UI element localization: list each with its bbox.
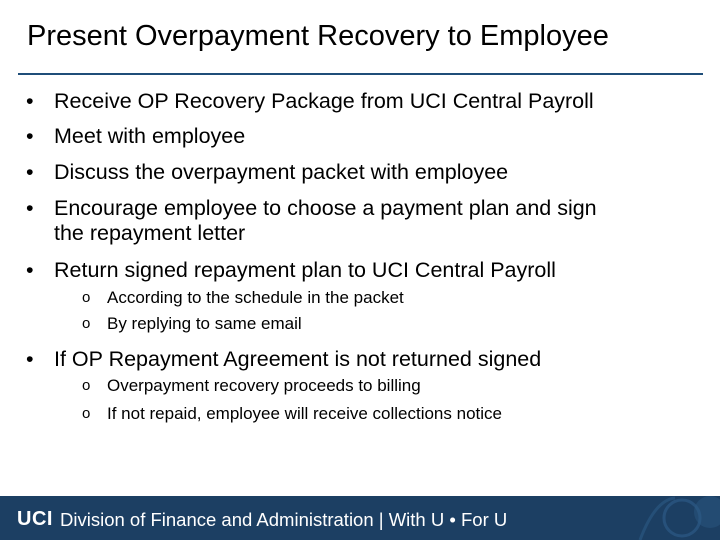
sub-bullet-text: If not repaid, employee will receive collections notice xyxy=(107,404,502,423)
bullet-glyph: • xyxy=(26,89,34,113)
sub-bullet-glyph: o xyxy=(82,315,91,332)
bullet-text: Receive OP Recovery Package from UCI Central Payroll xyxy=(54,89,594,113)
footer-text: Division of Finance and Administration | With U • For U xyxy=(60,509,508,530)
bullet-glyph: • xyxy=(26,258,34,282)
sub-bullet-glyph: o xyxy=(82,405,91,422)
bullet-text: Meet with employee xyxy=(54,124,246,148)
bullet-text: Return signed repayment plan to UCI Central Payroll xyxy=(54,258,556,282)
sub-bullet-text: According to the schedule in the packet xyxy=(107,288,404,307)
bullet-glyph: • xyxy=(26,124,34,148)
bullet-text: the repayment letter xyxy=(54,221,246,245)
bullet-text: Discuss the overpayment packet with employee xyxy=(54,160,509,184)
uci-logo: UCI xyxy=(17,508,53,530)
bullet-glyph: • xyxy=(26,160,34,184)
sub-bullet-glyph: o xyxy=(82,377,91,394)
bullet-glyph: • xyxy=(26,196,34,220)
bullet-text: Encourage employee to choose a payment plan and sign xyxy=(54,196,597,220)
sub-bullet-glyph: o xyxy=(82,289,91,306)
decorative-leaf-icon xyxy=(620,496,720,540)
title-divider xyxy=(18,73,703,75)
footer-bar xyxy=(0,496,720,540)
sub-bullet-text: Overpayment recovery proceeds to billing xyxy=(107,376,421,395)
bullet-text: If OP Repayment Agreement is not returned signed xyxy=(54,347,542,371)
sub-bullet-text: By replying to same email xyxy=(107,314,302,333)
page-title: Present Overpayment Recovery to Employee xyxy=(27,20,609,52)
bullet-glyph: • xyxy=(26,347,34,371)
